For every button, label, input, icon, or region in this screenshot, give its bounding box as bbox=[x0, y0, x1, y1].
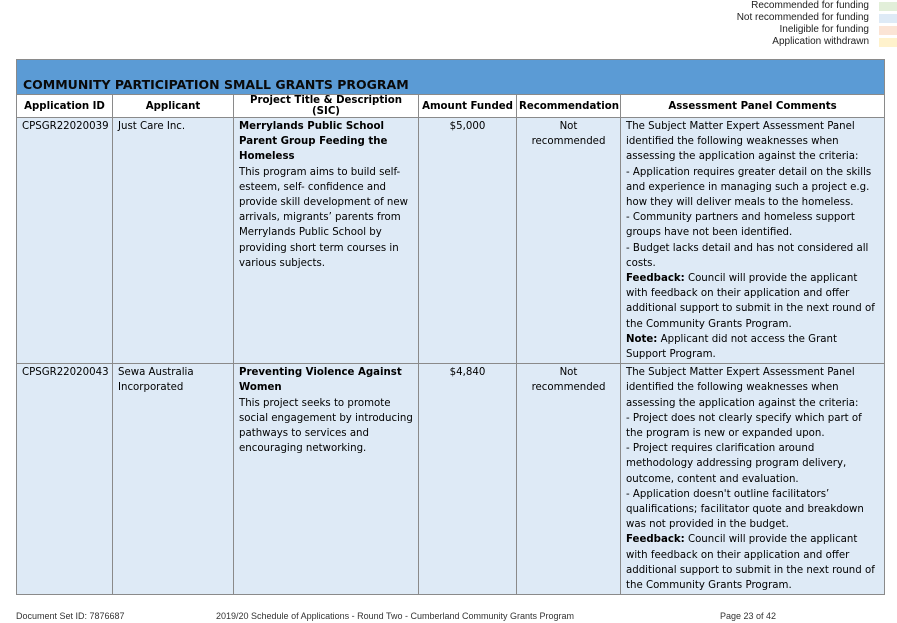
note-label: Note: bbox=[626, 333, 658, 345]
recommendation-cell: Not recommended bbox=[517, 364, 621, 595]
legend-item-not-recommended bbox=[597, 12, 897, 24]
column-header-comments: Assessment Panel Comments bbox=[621, 95, 885, 118]
recommendation-cell: Not recommended bbox=[517, 118, 621, 364]
column-header-application-id: Application ID bbox=[17, 95, 113, 118]
column-header-recommendation: Recommendation bbox=[517, 95, 621, 118]
amount-cell: $5,000 bbox=[419, 118, 517, 364]
feedback-label: Feedback: bbox=[626, 273, 685, 285]
application-id-cell: CPSGR22020043 bbox=[17, 364, 113, 595]
legend-label: Recommended for funding bbox=[751, 0, 869, 11]
table-row bbox=[17, 118, 885, 364]
feedback-text: Council will provide the applicant with feedback on their application and offer additional support to submit in the next round of the Community Grants Program. bbox=[626, 273, 875, 330]
project-title: Merrylands Public School Parent Group Feeding the Homeless bbox=[239, 121, 388, 163]
comment-point: - Budget lacks detail and has not considered all costs. bbox=[626, 242, 869, 269]
comments-cell bbox=[621, 118, 885, 364]
footer-page-number: Page 23 of 42 bbox=[720, 611, 777, 621]
project-description: This project seeks to promote social engagement by introducing pathways to services and encouraging networking. bbox=[239, 397, 413, 455]
project-description: This program aims to build self-esteem, self- confidence and provide skill development of new arrivals, migrants’ parents from Merrylands Public School by providing short term courses in various subjects. bbox=[239, 166, 408, 269]
legend-swatch-blue bbox=[879, 14, 897, 23]
legend-label: Ineligible for funding bbox=[779, 24, 869, 35]
feedback-label: Feedback: bbox=[626, 534, 685, 546]
feedback-text: Council will provide the applicant with feedback on their application and offer additional support to submit in the next round of the Community Grants Program. bbox=[626, 534, 875, 592]
project-cell bbox=[234, 364, 419, 595]
feedback-paragraph bbox=[626, 271, 879, 332]
comment-point: - Application requires greater detail on the skills and experience in managing such a project e.g. how they will deliver meals to the homeless. bbox=[626, 166, 872, 209]
applicant-cell: Just Care Inc. bbox=[113, 118, 234, 364]
legend-item-ineligible bbox=[597, 24, 897, 36]
table-title: COMMUNITY PARTICIPATION SMALL GRANTS PROGRAM bbox=[17, 60, 885, 95]
legend-swatch-green bbox=[879, 2, 897, 11]
page-footer bbox=[16, 611, 884, 623]
funding-legend bbox=[597, 0, 897, 48]
grants-table bbox=[16, 59, 885, 595]
legend-swatch-orange bbox=[879, 26, 897, 35]
table-row bbox=[17, 364, 885, 595]
applicant-cell: Sewa Australia Incorporated bbox=[113, 364, 234, 595]
note-paragraph bbox=[626, 332, 879, 362]
legend-item-recommended bbox=[597, 0, 897, 12]
application-id-cell: CPSGR22020039 bbox=[17, 118, 113, 364]
note-text: Applicant did not access the Grant Support Program. bbox=[626, 333, 837, 361]
comments-cell bbox=[621, 364, 885, 595]
comment-point: - Community partners and homeless support groups have not been identified. bbox=[626, 212, 855, 239]
legend-swatch-yellow bbox=[879, 38, 897, 47]
comment-point: - Application doesn't outline facilitators’ qualifications; facilitator quote and breakdown was not provided in the budget. bbox=[626, 488, 864, 531]
footer-title: 2019/20 Schedule of Applications - Round Two - Cumberland Community Grants Program bbox=[216, 611, 575, 621]
column-header-project: Project Title & Description (SIC) bbox=[234, 95, 419, 118]
amount-cell: $4,840 bbox=[419, 364, 517, 595]
footer-doc-id: Document Set ID: 7876687 bbox=[16, 611, 125, 621]
column-header-applicant: Applicant bbox=[113, 95, 234, 118]
table-header-row bbox=[17, 95, 885, 118]
comment-point: - Project does not clearly specify which part of the program is new or expanded upon. bbox=[626, 412, 862, 440]
legend-item-withdrawn bbox=[597, 36, 897, 48]
column-header-amount: Amount Funded bbox=[419, 95, 517, 118]
comments-intro: The Subject Matter Expert Assessment Panel identified the following weaknesses when assessing the application against the criteria: bbox=[626, 121, 859, 163]
feedback-paragraph bbox=[626, 532, 879, 593]
legend-label: Application withdrawn bbox=[772, 36, 869, 47]
project-cell bbox=[234, 118, 419, 364]
comments-intro: The Subject Matter Expert Assessment Panel identified the following weaknesses when assessing the application against the criteria: bbox=[626, 367, 859, 409]
comment-point: - Project requires clarification around methodology addressing program delivery, outcome, content and evaluation. bbox=[626, 443, 847, 485]
legend-label: Not recommended for funding bbox=[736, 12, 869, 23]
project-title: Preventing Violence Against Women bbox=[239, 367, 402, 394]
